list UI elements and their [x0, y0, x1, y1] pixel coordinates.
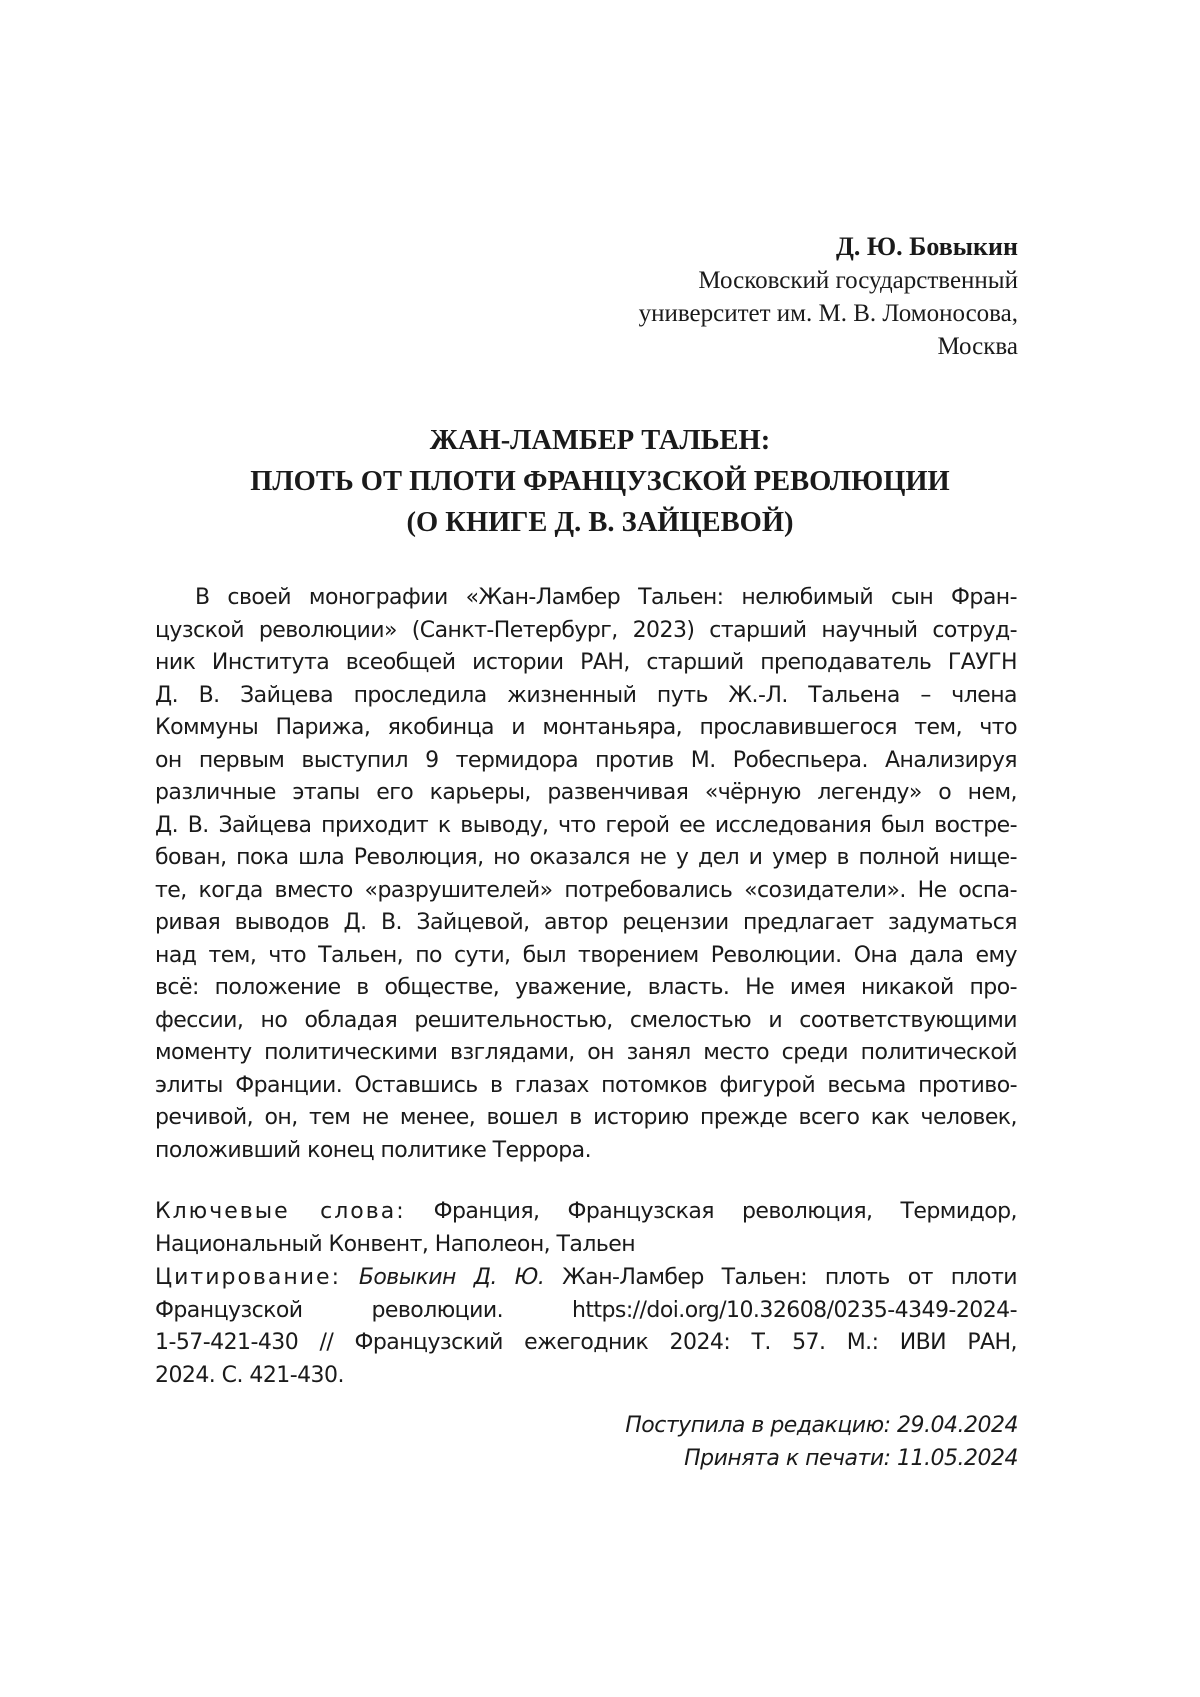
abstract-line: Д. В. Зайцева проследила жизненный путь Ж.-Л. Тальена – члена [155, 682, 1017, 708]
keywords-text: Франция, Французская революция, Термидор, [433, 1199, 1017, 1224]
abstract-line: всё: положение в обществе, уважение, власть. Не имея никакой про- [155, 975, 1017, 1000]
abstract-line: Коммуны Парижа, якобинца и монтаньяра, прославившегося тем, что [155, 715, 1017, 740]
author-block [458, 230, 1018, 363]
abstract-line: те, когда вместо «разрушителей» потребовались «созидатели». Не оспа- [155, 877, 1017, 903]
abstract-line: элиты Франции. Оставшись в глазах потомков фигурой весьма противо- [155, 1072, 1017, 1098]
affiliation-line: Москва [937, 333, 1018, 360]
citation [155, 1262, 1017, 1392]
accepted-date: Принята к печати: 11.05.2024 [684, 1445, 1018, 1471]
abstract-line: Д. В. Зайцева приходит к выводу, что герой ее исследования был востре- [155, 812, 1017, 838]
author-name: Д. Ю. Бовыкин [836, 232, 1018, 261]
title-line: ЖАН-ЛАМБЕР ТАЛЬЕН: [429, 425, 771, 456]
abstract-line: моменту политическими взглядами, он занял место среди политической [155, 1040, 1017, 1065]
citation-line: Французской революции. https://doi.org/10.32608/0235-4349-2024- [155, 1297, 1017, 1323]
citation-line: 2024. С. 421-430. [155, 1362, 344, 1388]
affiliation-line: Московский государственный [698, 267, 1018, 294]
affiliation-line: университет им. М. В. Ломоносова, [638, 300, 1018, 327]
keywords [155, 1196, 1017, 1261]
citation-text: Жан-Ламбер Тальен: плоть от плоти [562, 1265, 1017, 1290]
received-date: Поступила в редакцию: 29.04.2024 [625, 1413, 1018, 1438]
article-title [150, 420, 1050, 543]
abstract-line: положивший конец политике Террора. [155, 1137, 592, 1163]
publication-dates [418, 1410, 1018, 1475]
abstract-line: цузской революции» (Санкт-Петербург, 2023) старший научный сотруд- [155, 617, 1017, 643]
keywords-line [155, 1196, 1017, 1229]
abstract-line: ник Института всеобщей истории РАН, старший преподаватель ГАУГН [155, 650, 1017, 675]
citation-line [155, 1262, 1017, 1295]
abstract-line: В своей монографии «Жан-Ламбер Тальен: нелюбимый сын Фран- [195, 585, 1017, 610]
keywords-line: Национальный Конвент, Наполеон, Тальен [155, 1231, 636, 1257]
title-line: ПЛОТЬ ОТ ПЛОТИ ФРАНЦУЗСКОЙ РЕВОЛЮЦИИ [250, 466, 950, 497]
abstract-line: он первым выступил 9 термидора против М. Робеспьера. Анализируя [155, 747, 1017, 773]
citation-line: 1-57-421-430 // Французский ежегодник 2024: Т. 57. М.: ИВИ РАН, [155, 1330, 1017, 1355]
abstract-line: различные этапы его карьеры, развенчивая «чёрную легенду» о нем, [155, 780, 1017, 805]
citation-author: Бовыкин Д. Ю. [358, 1265, 545, 1290]
title-line: (О КНИГЕ Д. В. ЗАЙЦЕВОЙ) [406, 507, 794, 538]
abstract [155, 582, 1017, 1167]
abstract-line: фессии, но обладая решительностью, смелостью и соответствующими [155, 1007, 1017, 1033]
citation-label: Цитирование: [155, 1265, 341, 1290]
keywords-label: Ключевые слова: [155, 1199, 406, 1224]
abstract-line: ривая выводов Д. В. Зайцевой, автор рецензии предлагает задуматься [155, 910, 1017, 935]
abstract-line: над тем, что Тальен, по сути, был творением Революции. Она дала ему [155, 942, 1017, 968]
abstract-line: бован, пока шла Революция, но оказался не у дел и умер в полной нище- [155, 845, 1017, 870]
abstract-line: речивой, он, тем не менее, вошел в историю прежде всего как человек, [155, 1105, 1017, 1130]
